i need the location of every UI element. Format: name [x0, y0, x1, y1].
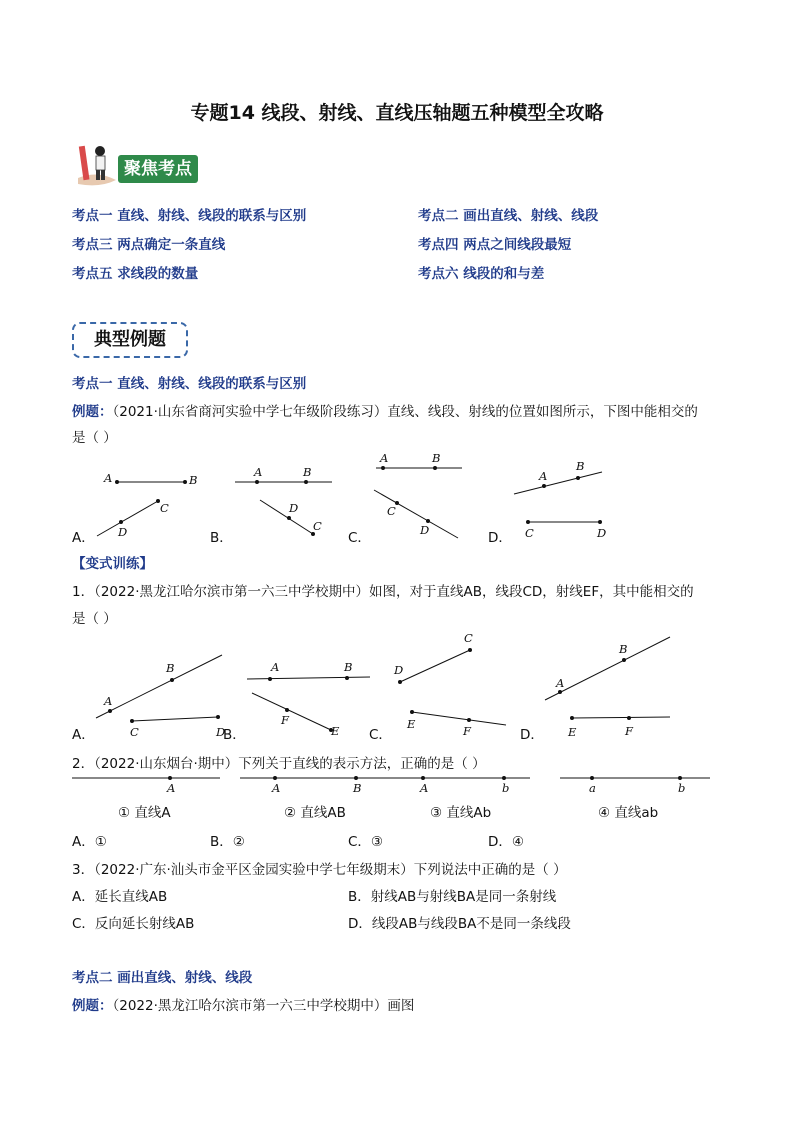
section2-heading: 考点二 画出直线、射线、线段 [72, 970, 253, 986]
example-text-line2: 是（ ） [72, 430, 117, 446]
svg-text:C: C [130, 725, 139, 739]
section2-example-text: （2022·黑龙江哈尔滨市第一六三中学校期中）画图 [112, 998, 415, 1014]
example-text-line1: （2021·山东省商河实验中学七年级阶段练习）直线、线段、射线的位置如图所示，下图中能相交的 [112, 404, 698, 420]
svg-text:b: b [502, 781, 510, 795]
svg-text:D: D [289, 501, 299, 515]
q2-caption-2: ② 直线AB [284, 805, 346, 821]
toc-item-6[interactable]: 考点六 线段的和与差 [418, 266, 545, 282]
svg-text:B: B [189, 473, 198, 487]
svg-text:A: A [420, 781, 429, 795]
svg-text:F: F [463, 724, 471, 738]
svg-text:A: A [254, 465, 263, 479]
example-label: 例题： [72, 404, 113, 420]
q3-text: 3．（2022·广东·汕头市金平区金园实验中学七年级期末）下列说法中正确的是（ ） [72, 862, 567, 878]
svg-text:a: a [589, 781, 596, 795]
q1-option-a[interactable]: A． [72, 727, 95, 743]
page-title: 专题14 线段、射线、直线压轴题五种模型全攻略 [190, 102, 604, 124]
q2-option-c[interactable]: C．③ [348, 834, 384, 850]
svg-text:A: A [167, 781, 176, 795]
q2-option-b[interactable]: B．② [210, 834, 245, 850]
svg-text:B: B [353, 781, 362, 795]
svg-text:D: D [394, 663, 404, 677]
svg-text:E: E [407, 717, 416, 731]
svg-text:b: b [678, 781, 686, 795]
toc-item-3[interactable]: 考点三 两点确定一条直线 [72, 237, 226, 253]
section1-heading: 考点一 直线、射线、线段的联系与区别 [72, 376, 307, 392]
typical-examples-box: 典型例题 [72, 322, 188, 358]
toc-item-1[interactable]: 考点一 直线、射线、线段的联系与区别 [72, 208, 307, 224]
svg-text:F: F [281, 713, 289, 727]
svg-text:A: A [556, 676, 565, 690]
example-option-b[interactable]: B． [210, 530, 233, 546]
svg-text:F: F [625, 724, 633, 738]
q2-caption-3: ③ 直线Ab [430, 805, 492, 821]
svg-text:B: B [344, 660, 353, 674]
toc-item-2[interactable]: 考点二 画出直线、射线、线段 [418, 208, 599, 224]
svg-text:A: A [380, 451, 389, 465]
svg-text:E: E [331, 724, 340, 738]
toc-item-4[interactable]: 考点四 两点之间线段最短 [418, 237, 572, 253]
example-option-a[interactable]: A． [72, 530, 95, 546]
svg-text:B: B [576, 459, 585, 473]
example-figures [60, 448, 740, 544]
svg-text:A: A [272, 781, 281, 795]
svg-text:B: B [432, 451, 441, 465]
svg-text:B: B [166, 661, 175, 675]
q2-lines [60, 770, 740, 800]
example-option-c[interactable]: C． [348, 530, 371, 546]
svg-text:D: D [118, 525, 128, 539]
q1-option-d[interactable]: D． [520, 727, 544, 743]
q2-text: 2．（2022·山东烟台·期中）下列关于直线的表示方法，正确的是（ ） [72, 756, 486, 772]
svg-text:E: E [568, 725, 577, 739]
q1-figures [60, 628, 740, 740]
q2-option-a[interactable]: A．① [72, 834, 107, 850]
svg-text:C: C [313, 519, 322, 533]
section2-example-label: 例题： [72, 998, 113, 1014]
training-label: 【变式训练】 [72, 556, 153, 572]
q1-option-c[interactable]: C． [369, 727, 392, 743]
banner-illustration-icon [72, 140, 122, 190]
q1-option-b[interactable]: B． [223, 727, 246, 743]
svg-text:D: D [216, 725, 226, 739]
svg-text:C: C [525, 526, 534, 540]
svg-text:A: A [104, 471, 113, 485]
svg-text:D: D [420, 523, 430, 537]
q3-option-d[interactable]: D．线段AB与线段BA不是同一条线段 [348, 916, 571, 932]
toc-item-5[interactable]: 考点五 求线段的数量 [72, 266, 199, 282]
q3-option-c[interactable]: C．反向延长射线AB [72, 916, 195, 932]
q2-caption-4: ④ 直线ab [598, 805, 659, 821]
q1-text-line1: 1．（2022·黑龙江哈尔滨市第一六三中学校期中）如图，对于直线AB，线段CD，射线EF，其中能相交的 [72, 584, 694, 600]
svg-text:B: B [303, 465, 312, 479]
svg-text:D: D [597, 526, 607, 540]
q3-option-a[interactable]: A．延长直线AB [72, 889, 168, 905]
svg-text:B: B [619, 642, 628, 656]
svg-text:A: A [539, 469, 548, 483]
q1-text-line2: 是（ ） [72, 611, 117, 627]
svg-text:C: C [387, 504, 396, 518]
svg-text:C: C [160, 501, 169, 515]
q2-option-d[interactable]: D．④ [488, 834, 524, 850]
svg-text:A: A [271, 660, 280, 674]
q3-option-b[interactable]: B．射线AB与射线BA是同一条射线 [348, 889, 557, 905]
example-option-d[interactable]: D． [488, 530, 512, 546]
svg-text:C: C [464, 631, 473, 645]
svg-text:A: A [104, 694, 113, 708]
q2-caption-1: ① 直线A [118, 805, 171, 821]
banner-focus-points: 聚焦考点 [118, 155, 198, 183]
